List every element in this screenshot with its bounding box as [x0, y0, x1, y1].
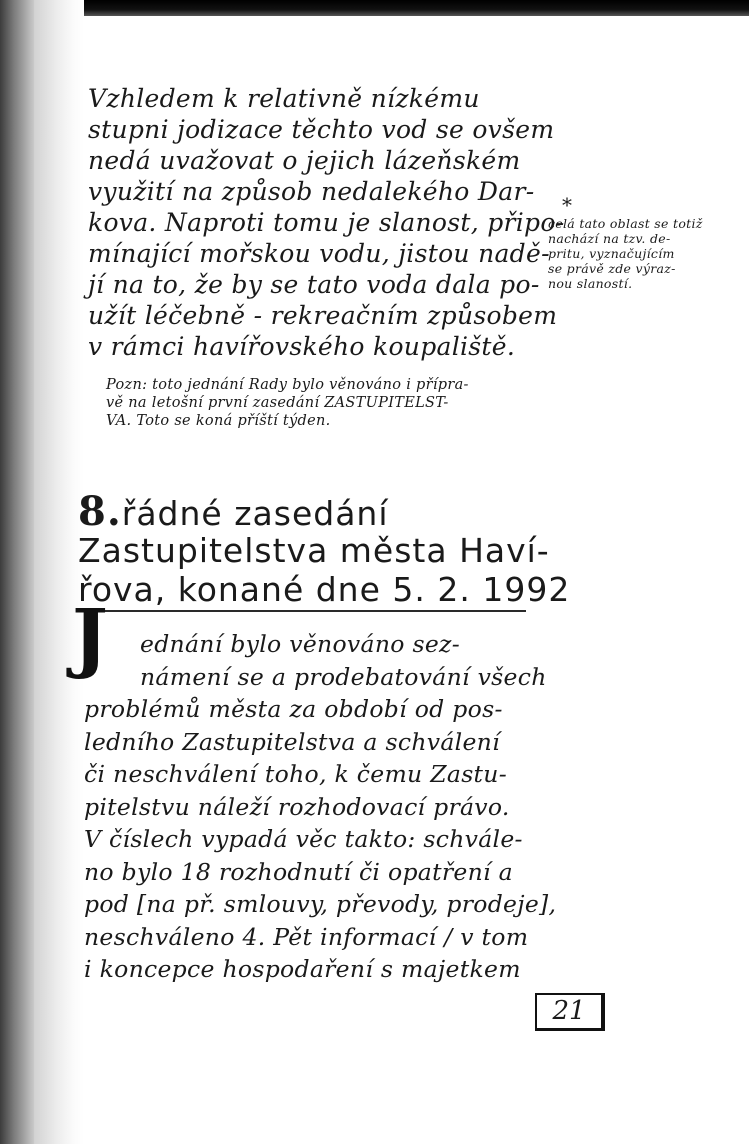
- paragraph-top-line: mínající mořskou vodu, jistou nadě-: [88, 239, 550, 268]
- scan-top-edge: [0, 0, 749, 16]
- drop-cap: J: [72, 592, 108, 681]
- margin-note-line: se právě zde výraz-: [548, 261, 676, 276]
- margin-note-line: nachází na tzv. de-: [548, 231, 671, 246]
- margin-note-line: celá tato oblast se totiž: [548, 216, 703, 231]
- asterisk-icon: *: [562, 193, 573, 217]
- paragraph-top-line: kova. Naproti tomu je slanost, připo-: [88, 208, 565, 237]
- paragraph-top-line: stupni jodizace těchto vod se ovšem: [88, 115, 555, 144]
- paragraph-main-line: pod [na př. smlouvy, převody, prodeje],: [84, 890, 557, 918]
- paragraph-top: [88, 83, 565, 362]
- paragraph-top-line: nedá uvažovat o jejich lázeňském: [88, 146, 521, 175]
- note-poz-line: VA. Toto se koná příští týden.: [106, 413, 331, 429]
- margin-note-line: nou slaností.: [548, 276, 633, 291]
- paragraph-main-line: no bylo 18 rozhodnutí či opatření a: [84, 857, 513, 886]
- paragraph-main-line: problémů města za období od pos-: [84, 695, 503, 723]
- heading-underline: [78, 610, 526, 612]
- note-poz-line: Pozn: toto jednání Rady bylo věnováno i přípra-: [106, 377, 469, 393]
- paragraph-main-line: pitelstvu náleží rozhodovací právo.: [84, 792, 510, 821]
- section-number: 8.: [78, 488, 122, 535]
- paragraph-top-line: Vzhledem k relativně nízkému: [88, 84, 480, 113]
- heading-line-1-text: řádné zasedání: [121, 494, 389, 533]
- section-heading: [78, 488, 571, 609]
- paragraph-top-line: užít léčebně - rekreačním způsobem: [88, 301, 558, 330]
- margin-note: [548, 193, 738, 291]
- note-poz: [106, 376, 526, 430]
- paragraph-main-line: ednání bylo věnováno sez-: [140, 630, 460, 658]
- paragraph-top-line: využití na způsob nedalekého Dar-: [88, 177, 535, 206]
- paragraph-main-line: i koncepce hospodaření s majetkem: [84, 955, 521, 983]
- page-number-box: 21: [535, 993, 605, 1031]
- paragraph-main-line: V číslech vypadá věc takto: schvále-: [84, 825, 523, 853]
- book-spine-shadow: [0, 0, 34, 1144]
- heading-line-1: [78, 488, 538, 535]
- paragraph-main-line: námení se a prodebatování všech: [140, 662, 547, 691]
- note-poz-line: vě na letošní první zasedání ZASTUPITELST-: [106, 395, 449, 411]
- paragraph-main-line: či neschválení toho, k čemu Zastu-: [84, 760, 507, 788]
- heading-line-3: řova, konané dne 5. 2. 1992: [78, 570, 571, 609]
- paragraph-main: [84, 628, 557, 986]
- paragraph-top-line: v rámci havířovského koupaliště.: [88, 332, 516, 361]
- paragraph-main-line: ledního Zastupitelstva a schválení: [84, 727, 500, 756]
- paragraph-main-line: neschváleno 4. Pět informací / v tom: [84, 922, 529, 951]
- margin-note-line: pritu, vyznačujícím: [548, 246, 675, 261]
- paragraph-top-line: jí na to, že by se tato voda dala po-: [88, 270, 540, 299]
- heading-line-2: Zastupitelstva města Haví-: [78, 531, 550, 570]
- page-gutter-shadow: [34, 0, 84, 1144]
